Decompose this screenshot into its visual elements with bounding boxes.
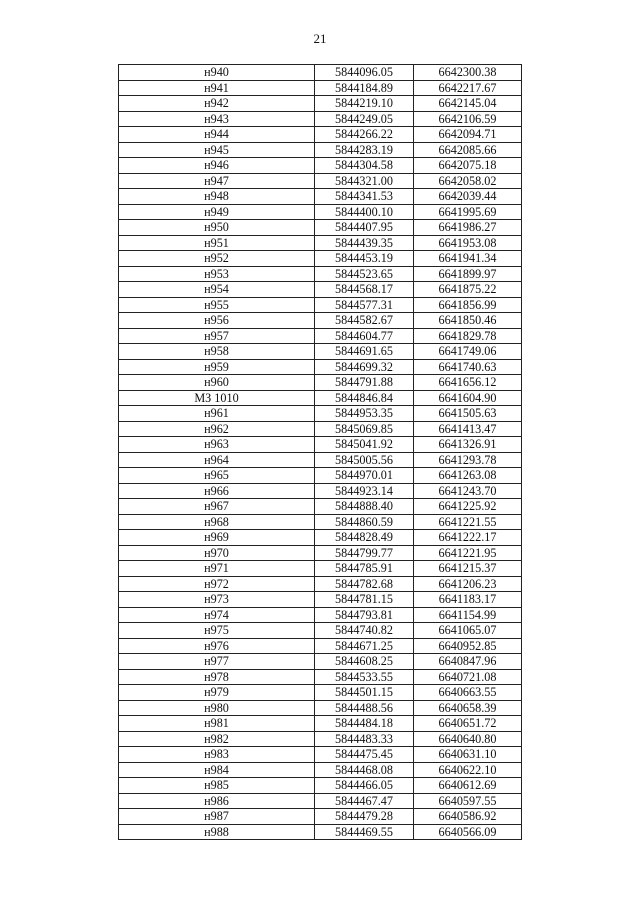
y-coordinate-cell: 6641221.95 bbox=[414, 545, 522, 561]
table-row bbox=[119, 731, 522, 747]
y-coordinate-cell: 6640622.10 bbox=[414, 762, 522, 778]
point-name-cell: н948 bbox=[119, 189, 315, 205]
x-coordinate-cell: 5844785.91 bbox=[315, 561, 414, 577]
table-row bbox=[119, 282, 522, 298]
x-coordinate-cell: 5844283.19 bbox=[315, 142, 414, 158]
point-name-cell: н987 bbox=[119, 809, 315, 825]
x-coordinate-cell: 5844953.35 bbox=[315, 406, 414, 422]
x-coordinate-cell: 5844483.33 bbox=[315, 731, 414, 747]
x-coordinate-cell: 5844799.77 bbox=[315, 545, 414, 561]
table-row bbox=[119, 359, 522, 375]
table-row bbox=[119, 189, 522, 205]
y-coordinate-cell: 6641749.06 bbox=[414, 344, 522, 360]
x-coordinate-cell: 5844608.25 bbox=[315, 654, 414, 670]
x-coordinate-cell: 5844407.95 bbox=[315, 220, 414, 236]
point-name-cell: н985 bbox=[119, 778, 315, 794]
x-coordinate-cell: 5844453.19 bbox=[315, 251, 414, 267]
point-name-cell: н962 bbox=[119, 421, 315, 437]
y-coordinate-cell: 6641206.23 bbox=[414, 576, 522, 592]
x-coordinate-cell: 5844219.10 bbox=[315, 96, 414, 112]
y-coordinate-cell: 6641740.63 bbox=[414, 359, 522, 375]
table-row bbox=[119, 96, 522, 112]
y-coordinate-cell: 6642145.04 bbox=[414, 96, 522, 112]
x-coordinate-cell: 5844341.53 bbox=[315, 189, 414, 205]
y-coordinate-cell: 6641604.90 bbox=[414, 390, 522, 406]
table-row bbox=[119, 499, 522, 515]
point-name-cell: н967 bbox=[119, 499, 315, 515]
x-coordinate-cell: 5844467.47 bbox=[315, 793, 414, 809]
point-name-cell: н951 bbox=[119, 235, 315, 251]
point-name-cell: н986 bbox=[119, 793, 315, 809]
table-row bbox=[119, 716, 522, 732]
x-coordinate-cell: 5844466.05 bbox=[315, 778, 414, 794]
table-row bbox=[119, 747, 522, 763]
point-name-cell: н968 bbox=[119, 514, 315, 530]
point-name-cell: н949 bbox=[119, 204, 315, 220]
table-row bbox=[119, 452, 522, 468]
y-coordinate-cell: 6641986.27 bbox=[414, 220, 522, 236]
y-coordinate-cell: 6641875.22 bbox=[414, 282, 522, 298]
x-coordinate-cell: 5845041.92 bbox=[315, 437, 414, 453]
point-name-cell: н988 bbox=[119, 824, 315, 840]
point-name-cell: н981 bbox=[119, 716, 315, 732]
table-row bbox=[119, 468, 522, 484]
x-coordinate-cell: 5844479.28 bbox=[315, 809, 414, 825]
table-row bbox=[119, 80, 522, 96]
y-coordinate-cell: 6640597.55 bbox=[414, 793, 522, 809]
x-coordinate-cell: 5844923.14 bbox=[315, 483, 414, 499]
point-name-cell: н947 bbox=[119, 173, 315, 189]
x-coordinate-cell: 5844096.05 bbox=[315, 65, 414, 81]
y-coordinate-cell: 6641293.78 bbox=[414, 452, 522, 468]
y-coordinate-cell: 6641856.99 bbox=[414, 297, 522, 313]
point-name-cell: МЗ 1010 bbox=[119, 390, 315, 406]
point-name-cell: н943 bbox=[119, 111, 315, 127]
table-row bbox=[119, 638, 522, 654]
page-number: 21 bbox=[313, 31, 327, 46]
table-row bbox=[119, 421, 522, 437]
x-coordinate-cell: 5845069.85 bbox=[315, 421, 414, 437]
y-coordinate-cell: 6640658.39 bbox=[414, 700, 522, 716]
table-row bbox=[119, 158, 522, 174]
y-coordinate-cell: 6642300.38 bbox=[414, 65, 522, 81]
x-coordinate-cell: 5844691.65 bbox=[315, 344, 414, 360]
x-coordinate-cell: 5844740.82 bbox=[315, 623, 414, 639]
point-name-cell: н979 bbox=[119, 685, 315, 701]
point-name-cell: н976 bbox=[119, 638, 315, 654]
y-coordinate-cell: 6641221.55 bbox=[414, 514, 522, 530]
table-row bbox=[119, 762, 522, 778]
y-coordinate-cell: 6640612.69 bbox=[414, 778, 522, 794]
table-row bbox=[119, 390, 522, 406]
x-coordinate-cell: 5844488.56 bbox=[315, 700, 414, 716]
point-name-cell: н963 bbox=[119, 437, 315, 453]
y-coordinate-cell: 6641263.08 bbox=[414, 468, 522, 484]
x-coordinate-cell: 5844523.65 bbox=[315, 266, 414, 282]
point-name-cell: н955 bbox=[119, 297, 315, 313]
table-row bbox=[119, 344, 522, 360]
y-coordinate-cell: 6640663.55 bbox=[414, 685, 522, 701]
point-name-cell: н945 bbox=[119, 142, 315, 158]
table-row bbox=[119, 607, 522, 623]
point-name-cell: н969 bbox=[119, 530, 315, 546]
y-coordinate-cell: 6642094.71 bbox=[414, 127, 522, 143]
table-row bbox=[119, 592, 522, 608]
y-coordinate-cell: 6641326.91 bbox=[414, 437, 522, 453]
y-coordinate-cell: 6641222.17 bbox=[414, 530, 522, 546]
x-coordinate-cell: 5844304.58 bbox=[315, 158, 414, 174]
y-coordinate-cell: 6640721.08 bbox=[414, 669, 522, 685]
table-row bbox=[119, 778, 522, 794]
y-coordinate-cell: 6640566.09 bbox=[414, 824, 522, 840]
y-coordinate-cell: 6641154.99 bbox=[414, 607, 522, 623]
point-name-cell: н950 bbox=[119, 220, 315, 236]
y-coordinate-cell: 6641243.70 bbox=[414, 483, 522, 499]
x-coordinate-cell: 5844699.32 bbox=[315, 359, 414, 375]
x-coordinate-cell: 5845005.56 bbox=[315, 452, 414, 468]
y-coordinate-cell: 6641413.47 bbox=[414, 421, 522, 437]
x-coordinate-cell: 5844577.31 bbox=[315, 297, 414, 313]
x-coordinate-cell: 5844782.68 bbox=[315, 576, 414, 592]
point-name-cell: н952 bbox=[119, 251, 315, 267]
x-coordinate-cell: 5844184.89 bbox=[315, 80, 414, 96]
table-row bbox=[119, 111, 522, 127]
table-row bbox=[119, 437, 522, 453]
table-row bbox=[119, 127, 522, 143]
point-name-cell: н941 bbox=[119, 80, 315, 96]
table-row bbox=[119, 793, 522, 809]
table-row bbox=[119, 328, 522, 344]
table-row bbox=[119, 824, 522, 840]
y-coordinate-cell: 6642039.44 bbox=[414, 189, 522, 205]
y-coordinate-cell: 6641183.17 bbox=[414, 592, 522, 608]
table-row bbox=[119, 654, 522, 670]
point-name-cell: н958 bbox=[119, 344, 315, 360]
y-coordinate-cell: 6641953.08 bbox=[414, 235, 522, 251]
x-coordinate-cell: 5844400.10 bbox=[315, 204, 414, 220]
x-coordinate-cell: 5844846.84 bbox=[315, 390, 414, 406]
y-coordinate-cell: 6641899.97 bbox=[414, 266, 522, 282]
y-coordinate-cell: 6642085.66 bbox=[414, 142, 522, 158]
point-name-cell: н954 bbox=[119, 282, 315, 298]
x-coordinate-cell: 5844888.40 bbox=[315, 499, 414, 515]
table-row bbox=[119, 669, 522, 685]
table-row bbox=[119, 700, 522, 716]
point-name-cell: н973 bbox=[119, 592, 315, 608]
y-coordinate-cell: 6641941.34 bbox=[414, 251, 522, 267]
point-name-cell: н966 bbox=[119, 483, 315, 499]
x-coordinate-cell: 5844321.00 bbox=[315, 173, 414, 189]
table-row bbox=[119, 623, 522, 639]
y-coordinate-cell: 6642075.18 bbox=[414, 158, 522, 174]
y-coordinate-cell: 6641995.69 bbox=[414, 204, 522, 220]
y-coordinate-cell: 6640651.72 bbox=[414, 716, 522, 732]
table-row bbox=[119, 375, 522, 391]
y-coordinate-cell: 6641656.12 bbox=[414, 375, 522, 391]
point-name-cell: н960 bbox=[119, 375, 315, 391]
table-row bbox=[119, 266, 522, 282]
point-name-cell: н984 bbox=[119, 762, 315, 778]
coordinates-table-body bbox=[119, 65, 522, 840]
y-coordinate-cell: 6640952.85 bbox=[414, 638, 522, 654]
table-row bbox=[119, 530, 522, 546]
y-coordinate-cell: 6642058.02 bbox=[414, 173, 522, 189]
table-row bbox=[119, 809, 522, 825]
y-coordinate-cell: 6641829.78 bbox=[414, 328, 522, 344]
y-coordinate-cell: 6641225.92 bbox=[414, 499, 522, 515]
x-coordinate-cell: 5844439.35 bbox=[315, 235, 414, 251]
table-row bbox=[119, 220, 522, 236]
point-name-cell: н942 bbox=[119, 96, 315, 112]
table-row bbox=[119, 65, 522, 81]
x-coordinate-cell: 5844604.77 bbox=[315, 328, 414, 344]
table-row bbox=[119, 235, 522, 251]
table-row bbox=[119, 685, 522, 701]
point-name-cell: н980 bbox=[119, 700, 315, 716]
y-coordinate-cell: 6640847.96 bbox=[414, 654, 522, 670]
table-row bbox=[119, 561, 522, 577]
y-coordinate-cell: 6640586.92 bbox=[414, 809, 522, 825]
table-row bbox=[119, 576, 522, 592]
table-row bbox=[119, 142, 522, 158]
point-name-cell: н957 bbox=[119, 328, 315, 344]
point-name-cell: н974 bbox=[119, 607, 315, 623]
table-row bbox=[119, 251, 522, 267]
x-coordinate-cell: 5844501.15 bbox=[315, 685, 414, 701]
y-coordinate-cell: 6641850.46 bbox=[414, 313, 522, 329]
coordinates-table bbox=[118, 64, 522, 840]
table-row bbox=[119, 514, 522, 530]
x-coordinate-cell: 5844671.25 bbox=[315, 638, 414, 654]
y-coordinate-cell: 6640631.10 bbox=[414, 747, 522, 763]
point-name-cell: н978 bbox=[119, 669, 315, 685]
x-coordinate-cell: 5844484.18 bbox=[315, 716, 414, 732]
point-name-cell: н983 bbox=[119, 747, 315, 763]
point-name-cell: н961 bbox=[119, 406, 315, 422]
table-row bbox=[119, 204, 522, 220]
x-coordinate-cell: 5844793.81 bbox=[315, 607, 414, 623]
x-coordinate-cell: 5844791.88 bbox=[315, 375, 414, 391]
x-coordinate-cell: 5844533.55 bbox=[315, 669, 414, 685]
x-coordinate-cell: 5844568.17 bbox=[315, 282, 414, 298]
y-coordinate-cell: 6642106.59 bbox=[414, 111, 522, 127]
table-row bbox=[119, 545, 522, 561]
point-name-cell: н946 bbox=[119, 158, 315, 174]
x-coordinate-cell: 5844781.15 bbox=[315, 592, 414, 608]
point-name-cell: н959 bbox=[119, 359, 315, 375]
point-name-cell: н944 bbox=[119, 127, 315, 143]
y-coordinate-cell: 6641505.63 bbox=[414, 406, 522, 422]
point-name-cell: н977 bbox=[119, 654, 315, 670]
x-coordinate-cell: 5844469.55 bbox=[315, 824, 414, 840]
point-name-cell: н964 bbox=[119, 452, 315, 468]
point-name-cell: н940 bbox=[119, 65, 315, 81]
x-coordinate-cell: 5844582.67 bbox=[315, 313, 414, 329]
point-name-cell: н971 bbox=[119, 561, 315, 577]
y-coordinate-cell: 6641215.37 bbox=[414, 561, 522, 577]
point-name-cell: н975 bbox=[119, 623, 315, 639]
point-name-cell: н956 bbox=[119, 313, 315, 329]
point-name-cell: н972 bbox=[119, 576, 315, 592]
table-row bbox=[119, 406, 522, 422]
x-coordinate-cell: 5844249.05 bbox=[315, 111, 414, 127]
table-row bbox=[119, 173, 522, 189]
y-coordinate-cell: 6640640.80 bbox=[414, 731, 522, 747]
x-coordinate-cell: 5844828.49 bbox=[315, 530, 414, 546]
y-coordinate-cell: 6642217.67 bbox=[414, 80, 522, 96]
x-coordinate-cell: 5844468.08 bbox=[315, 762, 414, 778]
point-name-cell: н982 bbox=[119, 731, 315, 747]
point-name-cell: н970 bbox=[119, 545, 315, 561]
point-name-cell: н965 bbox=[119, 468, 315, 484]
point-name-cell: н953 bbox=[119, 266, 315, 282]
x-coordinate-cell: 5844860.59 bbox=[315, 514, 414, 530]
x-coordinate-cell: 5844475.45 bbox=[315, 747, 414, 763]
y-coordinate-cell: 6641065.07 bbox=[414, 623, 522, 639]
x-coordinate-cell: 5844266.22 bbox=[315, 127, 414, 143]
x-coordinate-cell: 5844970.01 bbox=[315, 468, 414, 484]
table-row bbox=[119, 313, 522, 329]
table-row bbox=[119, 297, 522, 313]
table-row bbox=[119, 483, 522, 499]
